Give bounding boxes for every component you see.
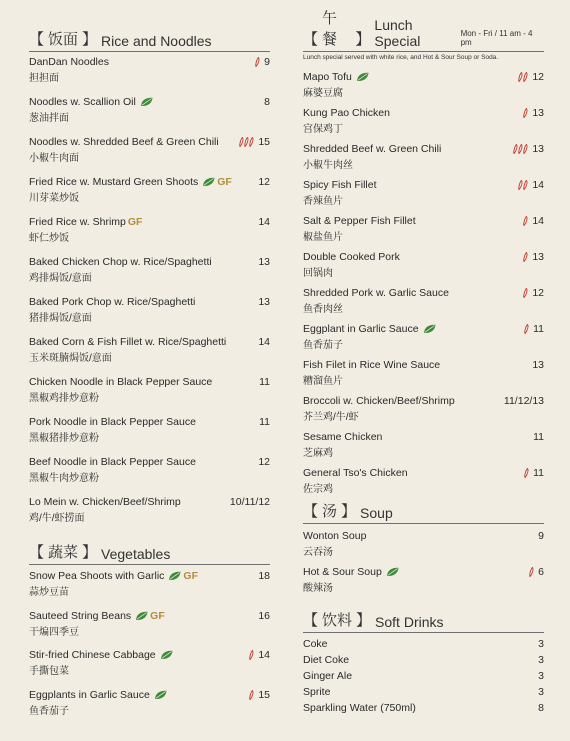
lunch-note: Lunch special served with white rice, and Hot & Sour Soup or Soda.	[303, 54, 499, 61]
item-name-en	[29, 648, 173, 662]
item-name-en-text: Shredded Pork w. Garlic Sauce	[303, 287, 449, 299]
item-name-en-text: Kung Pao Chicken	[303, 107, 390, 119]
item-price	[532, 358, 544, 372]
section-header-rice-noodles	[29, 30, 270, 52]
item-name-en-text: Noodles w. Shredded Beef & Green Chili	[29, 136, 219, 148]
menu-item	[303, 466, 544, 494]
item-name-en	[303, 178, 377, 192]
section-title-cn: 饭面	[48, 31, 79, 48]
item-name-en-text: Lo Mein w. Chicken/Beef/Shrimp	[29, 496, 181, 508]
drink-name: Diet Coke	[303, 654, 350, 666]
vegetarian-leaf-icon	[202, 177, 215, 187]
item-name-en-text: Pork Noodle in Black Pepper Sauce	[29, 416, 196, 428]
item-name-cn: 担担面	[29, 73, 59, 84]
item-name-en	[29, 335, 226, 349]
item-name-en	[29, 415, 196, 429]
item-name-cn: 鱼香茄子	[303, 340, 343, 351]
vegetarian-leaf-icon	[160, 650, 173, 660]
item-name-en	[303, 430, 382, 444]
item-name-en	[29, 569, 198, 583]
menu-item	[303, 106, 544, 134]
item-name-cn: 芥兰鸡/牛/虾	[303, 412, 359, 423]
spicy-chili-icon	[524, 466, 529, 480]
menu-item	[303, 529, 544, 557]
item-name-cn: 手撕包菜	[29, 666, 69, 678]
item-name-en	[303, 106, 390, 120]
spicy-chili-icon	[249, 688, 254, 702]
item-name-en-text: Double Cooked Pork	[303, 251, 400, 263]
drink-price: 3	[538, 654, 544, 666]
item-name-en-text: Fried Rice w. Mustard Green Shoots	[29, 176, 199, 188]
item-name-en	[29, 175, 232, 189]
item-name-en	[29, 215, 142, 229]
item-price-value: 16	[258, 609, 270, 622]
drink-item	[303, 702, 544, 716]
item-name-en	[29, 135, 219, 149]
item-price	[258, 335, 270, 349]
item-price-value: 13	[258, 296, 270, 308]
spicy-chili-icon	[523, 250, 528, 264]
menu-item	[29, 335, 270, 363]
item-name-en-text: Hot & Sour Soup	[303, 566, 382, 578]
drink-name: Sparkling Water (750ml)	[303, 702, 416, 714]
item-name-cn: 小椒牛肉面	[29, 153, 79, 164]
item-price-value: 10/11/12	[229, 496, 270, 508]
gluten-free-badge: GF	[127, 216, 143, 228]
item-name-cn: 云吞汤	[303, 547, 333, 558]
item-price-value: 14	[258, 216, 270, 228]
item-price-value: 11	[533, 323, 544, 335]
item-name-en-text: Broccoli w. Chicken/Beef/Shrimp	[303, 395, 455, 407]
spicy-chili-icon	[523, 106, 528, 120]
spicy-chili-icon	[249, 648, 254, 662]
item-price-value: 9	[538, 530, 544, 542]
section-title-cn: 汤	[322, 503, 338, 520]
menu-item	[29, 135, 270, 163]
lunch-hours: Mon - Fri / 11 am - 4 pm	[460, 29, 533, 47]
item-price	[523, 214, 544, 228]
item-name-cn: 蒜炒豆苗	[29, 587, 69, 598]
item-price-value: 13	[532, 359, 544, 371]
item-price-value: 12	[258, 456, 270, 468]
menu-item	[29, 609, 270, 637]
item-name-en-text: Eggplants in Garlic Sauce	[29, 689, 150, 702]
item-name-en-text: Sesame Chicken	[303, 431, 383, 443]
item-price	[258, 569, 270, 583]
drink-name: Ginger Ale	[303, 670, 353, 682]
menu-item	[29, 648, 270, 676]
item-name-en	[303, 358, 440, 372]
vegetarian-leaf-icon	[135, 611, 148, 621]
item-price-value: 15	[258, 689, 270, 702]
item-name-en-text: Snow Pea Shoots with Garlic	[29, 570, 165, 582]
bracket-left: 【	[303, 31, 319, 48]
item-name-en	[303, 394, 455, 408]
item-name-en-text: Salt & Pepper Fish Fillet	[303, 215, 416, 227]
item-price-value: 13	[532, 143, 544, 155]
bracket-right: 】	[82, 31, 98, 48]
item-price	[249, 688, 270, 702]
item-name-en	[29, 255, 212, 269]
section-title-cn: 蔬菜	[48, 544, 79, 561]
vegetarian-leaf-icon	[154, 690, 167, 700]
menu-item	[29, 95, 270, 123]
section-header-vegetables	[29, 543, 270, 565]
item-name-en-text: Eggplant in Garlic Sauce	[303, 323, 419, 335]
menu-item	[303, 178, 544, 206]
item-price-value: 6	[538, 566, 544, 578]
item-name-en-text: Wonton Soup	[303, 530, 367, 542]
item-price-value: 14	[532, 215, 544, 227]
item-price	[230, 495, 270, 509]
menu-item	[29, 415, 270, 443]
item-price	[258, 175, 270, 189]
item-name-en	[303, 466, 408, 480]
item-price	[513, 142, 544, 156]
item-name-cn: 干煸四季豆	[29, 626, 79, 638]
item-name-en-text: Stir-fried Chinese Cabbage	[29, 649, 156, 662]
section-title-en: Rice and Noodles	[101, 33, 212, 49]
item-name-en-text: Baked Corn & Fish Fillet w. Rice/Spaghetti	[29, 336, 227, 348]
section-title-en: Vegetables	[101, 546, 171, 562]
item-name-en	[303, 214, 416, 228]
item-name-cn: 椒盐鱼片	[303, 232, 343, 243]
item-price	[258, 455, 270, 469]
item-price-value: 14	[532, 179, 544, 191]
gluten-free-badge: GF	[183, 570, 198, 582]
section-title-en: Lunch Special	[374, 17, 421, 49]
item-price	[255, 55, 270, 69]
item-name-en	[303, 250, 400, 264]
item-name-cn: 糟溜鱼片	[303, 376, 343, 387]
item-name-en-text: Baked Chicken Chop w. Rice/Spaghetti	[29, 256, 212, 268]
spicy-chili-icon	[518, 178, 528, 192]
item-price	[258, 609, 270, 623]
item-price-value: 12	[532, 71, 544, 83]
item-name-en	[29, 495, 181, 509]
menu-item	[303, 286, 544, 314]
item-name-en-text: Mapo Tofu	[303, 71, 352, 83]
menu-item	[29, 688, 270, 716]
item-name-en-text: Chicken Noodle in Black Pepper Sauce	[29, 376, 213, 388]
item-name-en	[303, 322, 436, 336]
item-price-value: 11	[259, 376, 270, 388]
bracket-right: 】	[82, 544, 98, 561]
item-name-en	[29, 375, 212, 389]
item-name-en	[29, 455, 196, 469]
item-price-value: 11/12/13	[503, 395, 544, 407]
item-name-cn: 鸡排焗饭/意面	[29, 273, 92, 284]
item-price	[239, 135, 270, 149]
drink-item	[303, 670, 544, 684]
item-name-cn: 葱油拌面	[29, 113, 69, 124]
item-name-en-text: DanDan Noodles	[29, 56, 109, 68]
item-price	[259, 415, 270, 429]
section-header-soup	[303, 502, 544, 524]
bracket-left: 【	[29, 544, 45, 561]
section-header-lunch	[303, 10, 544, 52]
item-price-value: 11	[533, 467, 544, 479]
item-name-cn: 香辣鱼片	[303, 196, 343, 207]
item-name-en-text: Beef Noodle in Black Pepper Sauce	[29, 456, 196, 468]
item-name-cn: 芝麻鸡	[303, 448, 333, 459]
bracket-left: 【	[303, 612, 319, 629]
item-name-en-text: Baked Pork Chop w. Rice/Spaghetti	[29, 296, 196, 308]
menu-item	[303, 214, 544, 242]
item-price	[518, 70, 544, 84]
item-name-en-text: Fried Rice w. Shrimp	[29, 216, 126, 228]
menu-item	[303, 394, 544, 422]
spicy-chili-icon	[518, 70, 528, 84]
item-price	[538, 529, 544, 543]
item-name-en-text: General Tso's Chicken	[303, 467, 408, 479]
item-name-en-text: Sauteed String Beans	[29, 609, 132, 622]
bracket-right: 】	[341, 503, 357, 520]
menu-item	[29, 569, 270, 597]
item-name-en-text: Shredded Beef w. Green Chili	[303, 143, 442, 155]
item-price	[523, 286, 544, 300]
menu-item	[29, 215, 270, 243]
menu-item	[303, 70, 544, 98]
item-price	[524, 322, 544, 336]
item-name-cn: 小椒牛肉丝	[303, 160, 353, 171]
item-name-cn: 鸡/牛/虾捞面	[29, 513, 85, 524]
menu-item	[29, 455, 270, 483]
item-name-cn: 黑椒猪排炒意粉	[29, 433, 99, 444]
bracket-left: 【	[303, 503, 319, 520]
item-price-value: 15	[258, 136, 270, 148]
item-name-en	[303, 529, 366, 543]
drink-item	[303, 638, 544, 652]
item-price	[523, 250, 544, 264]
item-price	[249, 648, 270, 662]
item-name-cn: 黑椒鸡排炒意粉	[29, 393, 99, 404]
bracket-right: 】	[355, 31, 371, 48]
bracket-left: 【	[29, 31, 45, 48]
spicy-chili-icon	[524, 322, 529, 336]
item-price-value: 9	[264, 56, 270, 68]
menu-item	[29, 295, 270, 323]
drink-name: Sprite	[303, 686, 331, 698]
bracket-right: 】	[356, 612, 372, 629]
drink-item	[303, 686, 544, 700]
item-price-value: 11	[259, 416, 270, 428]
menu-item	[29, 255, 270, 283]
spicy-chili-icon	[523, 286, 528, 300]
item-price-value: 18	[258, 570, 270, 582]
drink-price: 8	[538, 702, 544, 714]
item-name-en	[29, 688, 167, 702]
menu-item	[303, 565, 544, 593]
item-name-cn: 猪排焗饭/意面	[29, 313, 92, 324]
item-name-en	[303, 565, 399, 579]
item-price	[504, 394, 544, 408]
item-price-value: 12	[258, 176, 270, 188]
item-name-cn: 佐宗鸡	[303, 484, 333, 495]
item-price	[264, 95, 270, 109]
drink-item	[303, 654, 544, 668]
item-name-en-text: Spicy Fish Fillet	[303, 179, 377, 191]
drink-price: 3	[538, 638, 544, 650]
item-name-cn: 鱼香肉丝	[303, 304, 343, 315]
item-price	[518, 178, 544, 192]
item-price-value: 13	[532, 251, 544, 263]
item-name-en	[303, 70, 369, 84]
menu-item	[29, 495, 270, 523]
item-name-cn: 酸辣汤	[303, 583, 333, 594]
vegetarian-leaf-icon	[386, 567, 399, 577]
gluten-free-badge: GF	[217, 176, 232, 188]
item-name-en	[303, 142, 441, 156]
item-name-en	[29, 55, 109, 69]
menu-item	[303, 358, 544, 386]
section-title-cn: 饮料	[322, 612, 353, 629]
menu-item	[29, 175, 270, 203]
vegetarian-leaf-icon	[423, 324, 436, 334]
section-title-en: Soup	[360, 505, 393, 521]
item-price-value: 14	[258, 336, 270, 348]
vegetarian-leaf-icon	[140, 97, 153, 107]
item-price-value: 13	[532, 107, 544, 119]
menu-item	[303, 430, 544, 458]
spicy-chili-icon	[255, 55, 260, 69]
vegetarian-leaf-icon	[168, 571, 181, 581]
item-name-cn: 鱼香茄子	[29, 706, 69, 718]
item-name-en	[303, 286, 449, 300]
drink-name: Coke	[303, 638, 328, 650]
item-name-cn: 宫保鸡丁	[303, 124, 343, 135]
item-name-cn: 麻婆豆腐	[303, 88, 343, 99]
item-name-en-text: Noodles w. Scallion Oil	[29, 96, 136, 108]
gluten-free-badge: GF	[150, 609, 165, 622]
vegetarian-leaf-icon	[356, 72, 369, 82]
item-name-cn: 黑椒牛肉炒意粉	[29, 473, 99, 484]
item-price-value: 11	[533, 431, 544, 443]
spicy-chili-icon	[529, 565, 534, 579]
item-price	[258, 215, 270, 229]
item-price	[529, 565, 544, 579]
item-price	[533, 430, 544, 444]
item-price-value: 12	[532, 287, 544, 299]
item-price-value: 14	[258, 649, 270, 662]
item-price	[524, 466, 544, 480]
section-title-cn: 午餐	[322, 10, 338, 48]
menu-item	[29, 55, 270, 83]
drink-price: 3	[538, 670, 544, 682]
item-price	[258, 255, 270, 269]
section-title-en: Soft Drinks	[375, 614, 444, 630]
menu-item	[303, 322, 544, 350]
item-name-cn: 川芽菜炒饭	[29, 193, 79, 204]
menu-item	[303, 142, 544, 170]
item-price	[258, 295, 270, 309]
spicy-chili-icon	[523, 214, 528, 228]
section-header-drinks	[303, 611, 544, 633]
item-name-en	[29, 295, 195, 309]
spicy-chili-icon	[239, 135, 254, 149]
item-name-cn: 回锅肉	[303, 268, 333, 279]
item-name-en-text: Fish Filet in Rice Wine Sauce	[303, 359, 441, 371]
item-name-cn: 玉米斑腩焗饭/意面	[29, 353, 112, 364]
drink-price: 3	[538, 686, 544, 698]
item-price-value: 13	[258, 256, 270, 268]
item-name-cn: 虾仁炒饭	[29, 233, 69, 244]
item-name-en	[29, 95, 153, 109]
spicy-chili-icon	[513, 142, 528, 156]
menu-item	[303, 250, 544, 278]
item-price	[523, 106, 544, 120]
item-price	[259, 375, 270, 389]
item-price-value: 8	[264, 96, 270, 108]
menu-item	[29, 375, 270, 403]
item-name-en	[29, 609, 165, 623]
